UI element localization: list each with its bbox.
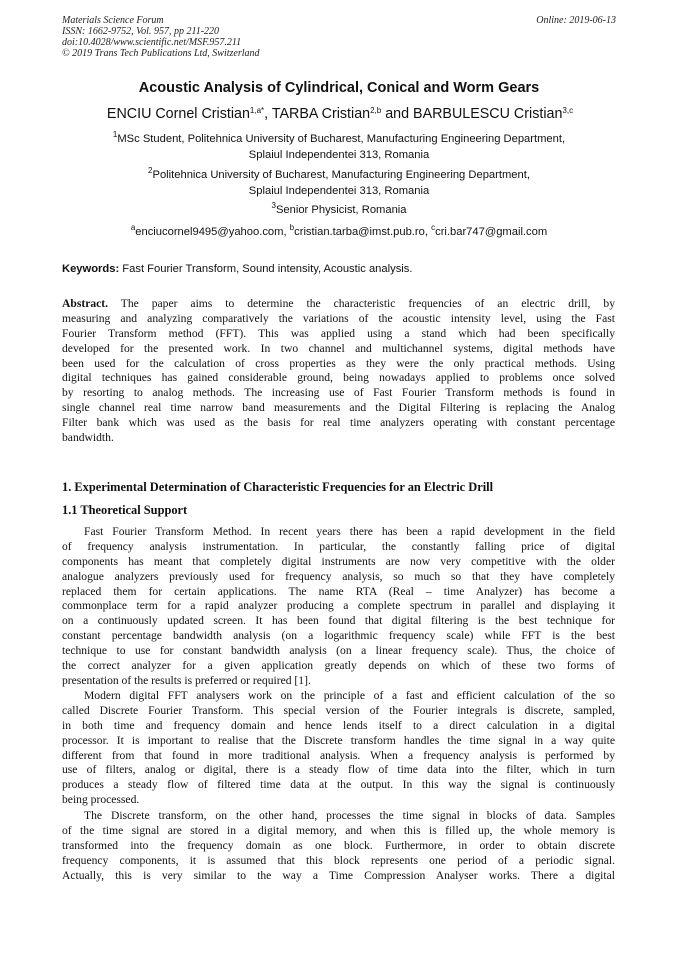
affiliation-text: MSc Student, Politehnica University of Bucharest, Manufacturing Engineering Department, [117,133,566,145]
paragraph-discrete-transform: The Discrete transform, on the other hand, processes the time signal in blocks of data. Samples of the time signal are stored in a digital memory, and when this is filled up, the whole memory is transformed into the frequency domain as one block. Furthermore, in order to obtain discrete frequency components, it is assumed that this block represents one period of a periodic signal. Actually, this is very similar to the way a Time Compression Analyser works. There a digital [62,809,615,882]
paragraph-fft-method: Fast Fourier Transform Method. In recent years there has been a rapid development in the field of frequency analysis instrumentation. In particular, the constantly falling price of digital components has meant that completely digital instruments are now very competitive with the older analogue analyzers previously used for frequency analysis, so much so that they have completely replaced them for certain applications. The name RTA (Real – time Analyzer) has become a commonplace term for a rapid analyzer producing a complete spectrum in parallel and displaying it on a continuously updated screen. It has been found that digital filtering is the best technique for constant percentage bandwidth analysis (on a logarithmic frequency scale) while FFT is the best technique to use for constant bandwidth analysis (on a linear frequency scale). Thus, the choice of the correct analyzer for a given application greatly depends on which of these two forms of presentation of the results is preferred or required [1]. [62,525,615,687]
keywords-label: Keywords: [62,263,120,275]
affiliation-3 [62,202,616,218]
keywords-text: Fast Fourier Transform, Sound intensity, Acoustic analysis. [119,263,413,275]
affiliation-superscript: 1 [112,130,118,139]
paragraph-modern-fft: Modern digital FFT analysers work on the principle of a fast and efficient calculation of the so called Discrete Fourier Transform. This special version of the Fourier integrals is discrete, sampled, in both time and frequency domain and hence lends itself to a direct calculation in a digital processor. It is important to realise that the Discrete transform handles the time signal in a way quite different from that found in more traditional analysis. When a frequency analysis is performed by use of filters, analog or digital, there is a steady flow of time data into the filter, which in turn produces a steady flow of filtered time data at the output. In this way the signal is continuously being processed. [62,689,615,807]
journal-name: Materials Science Forum [62,15,164,26]
journal-header [62,15,616,59]
affiliation-1 [62,131,616,163]
author-name: ENCIU Cornel Cristian [106,106,250,122]
affiliation-text: Senior Physicist, Romania [275,204,407,216]
affiliation-text: Politehnica University of Bucharest, Manufacturing Engineering Department, [152,169,530,181]
email-link[interactable]: enciucornel9495@yahoo.com, [135,226,290,238]
online-date: Online: 2019-06-13 [536,15,616,26]
author-superscript: 2,b [370,106,382,115]
keywords [62,261,616,277]
doi-line: doi:10.4028/www.scientific.net/MSF.957.211 [62,37,242,48]
paper-title: Acoustic Analysis of Cylindrical, Conical and Worm Gears [138,80,540,96]
author-separator: , [264,106,272,122]
affiliation-text: Splaiul Independentei 313, Romania [248,185,430,197]
author-separator: and [381,106,414,122]
section-heading: 1. Experimental Determination of Characteristic Frequencies for an Electric Drill [62,480,494,494]
author-name: TARBA Cristian [271,106,371,122]
abstract-label: Abstract. [62,297,109,310]
affiliation-text: Splaiul Independentei 313, Romania [248,149,430,161]
abstract: Abstract. The paper aims to determine the characteristic frequencies of an electric drill, by measuring and analyzing comparatively the variations of the acoustic intensity level, using the Fast Fourier Transform method (FFT). This was applied using a stand which had been specifically developed for the presented work. In two channel and multichannel systems, digital methods have been used for the calculation of cross properties as they were the only practical methods. Using digital techniques has gained considerable ground, being nowadays applied to problems once solved by resorting to analog methods. The increasing use of Fast Fourier Transform methods is found in single channel real time narrow band measurements and the Digital Filtering is replacing the Analog Filter bank which was used as the basis for real time analyzers operating with constant percentage bandwidth. [62,297,615,445]
issn-line: ISSN: 1662-9752, Vol. 957, pp 211-220 [62,26,220,37]
author-list [40,104,640,124]
copyright-line: © 2019 Trans Tech Publications Ltd, Switzerland [62,48,260,59]
affiliation-superscript: 2 [148,166,153,175]
author-emails: $^a$enciucornel9495@yahoo.com, $^b$cristian.tarba@imst.pub.ro, $^c$cri.bar747@gmail.com [130,223,548,238]
author-superscript: 3,c [562,106,574,115]
affiliation-superscript: 3 [271,201,276,210]
author-name: BARBULESCU Cristian [413,106,563,122]
author-superscript: 1,a* [249,106,265,115]
email-link[interactable]: cristian.tarba@imst.pub.ro, [294,226,432,238]
email-link[interactable]: cri.bar747@gmail.com [435,226,548,238]
subsection-heading: 1.1 Theoretical Support [62,503,188,517]
affiliation-2 [62,167,616,199]
